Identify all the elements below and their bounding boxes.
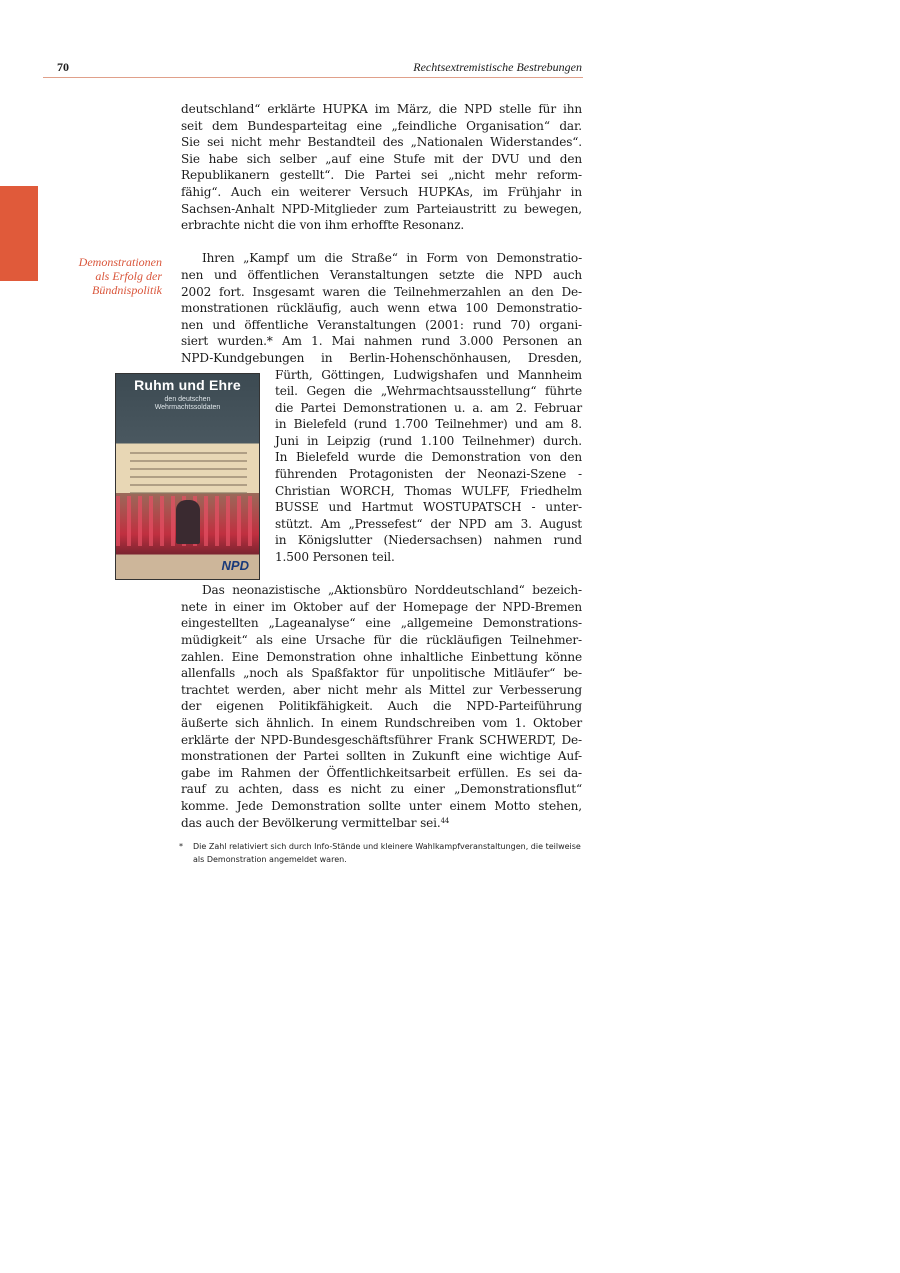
text-line: nen und öffentliche Veranstaltungen (2001: rund 70) organi- <box>181 317 582 332</box>
margin-note <box>45 255 162 297</box>
text-line: monstrationen der Partei sollten in Zukunft eine wichtige Auf- <box>181 749 582 764</box>
text-line: seit dem Bundesparteitag eine „feindliche Organisation“ dar. <box>181 118 582 133</box>
margin-note-line: Demonstrationen <box>78 255 162 269</box>
text-line: Fürth, Göttingen, Ludwigshafen und Mannheim <box>275 367 582 382</box>
text-line: siert wurden.* Am 1. Mai nahmen rund 3.000 Personen an <box>181 334 582 349</box>
text-line: teil. Gegen die „Wehrmachtsausstellung“ führte <box>275 384 582 399</box>
text-line: Sie sei nicht mehr Bestandteil des „Nationalen Widerstandes“. <box>181 135 582 150</box>
text-line: 1.500 Personen teil. <box>275 550 395 565</box>
text-line: fähig“. Auch ein weiterer Versuch HUPKAs, im Frühjahr in <box>181 184 582 199</box>
text-line: müdigkeit“ als eine Ursache für die rückläufigen Teilnehmer- <box>181 633 582 647</box>
text-line: Juni in Leipzig (rund 1.100 Teilnehmer) durch. <box>275 433 582 448</box>
text-line: Sachsen-Anhalt NPD-Mitglieder zum Parteiaustritt zu bewegen, <box>181 201 582 216</box>
running-header <box>43 60 583 78</box>
text-line: Republikanern gestellt“. Die Partei sei „nicht mehr reform- <box>181 168 582 183</box>
text-line: nete in einer im Oktober auf der Homepage der NPD-Bremen <box>181 599 582 614</box>
text-line: rauf zu achten, dass es nicht zu einer „Demonstrationsflut“ <box>181 782 582 797</box>
text-line: Christian WORCH, Thomas WULFF, Friedhelm <box>275 483 582 498</box>
text-line: das auch der Bevölkerung vermittelbar sei. <box>181 815 441 830</box>
text-line: erklärte der NPD-Bundesgeschäftsführer Frank SCHWERDT, De- <box>181 732 582 747</box>
poster-subtitle-line: den deutschen <box>164 396 211 403</box>
text-line: BUSSE und Hartmut WOSTUPATSCH - unter- <box>275 500 582 515</box>
text-line: die Partei Demonstrationen u. a. am 2. Februar <box>275 400 582 415</box>
text-line: Ihren „Kampf um die Straße“ in Form von Demonstratio- <box>202 251 582 266</box>
footnote-reference: 44 <box>440 816 450 825</box>
text-line: der eigenen Politikfähigkeit. Auch die NPD-Parteiführung <box>181 699 582 714</box>
text-line: trachtet werden, aber nicht mehr als Mittel zur Verbesserung <box>181 682 582 697</box>
text-line: 2002 fort. Insgesamt waren die Teilnehmerzahlen an den De- <box>181 284 582 299</box>
text-line: äußerte sich ähnlich. In einem Rundschreiben vom 1. Oktober <box>181 715 582 730</box>
footnote <box>179 841 584 866</box>
text-line: führenden Protagonisten der Neonazi-Szene - <box>275 467 582 482</box>
body-text <box>181 101 582 831</box>
text-line-last <box>181 815 582 832</box>
paragraph-1 <box>181 101 582 234</box>
poster-npd-logo: NPD <box>221 558 249 573</box>
text-line: allenfalls „noch als Spaßfaktor für unpolitische Mitläufer“ be- <box>181 666 582 681</box>
text-line: In Bielefeld wurde die Demonstration von den <box>275 450 582 465</box>
margin-note-line: Bündnispolitik <box>92 283 162 297</box>
text-line: monstrationen rückläufig, auch wenn etwa 100 Demonstratio- <box>181 301 582 316</box>
text-line: gabe im Rahmen der Öffentlichkeitsarbeit erfüllen. Es sei da- <box>181 765 582 780</box>
text-line: eingestellten „Lageanalyse“ eine „allgemeine Demonstrations- <box>181 616 582 631</box>
text-line: Das neonazistische „Aktionsbüro Norddeutschland“ bezeich- <box>202 583 582 598</box>
paragraph-2 <box>181 250 582 565</box>
text-line: deutschland“ erklärte HUPKA im März, die NPD stelle für ihn <box>181 102 582 116</box>
text-line: nen und öffentlichen Veranstaltungen setzte die NPD auch <box>181 267 582 282</box>
text-line: Sie habe sich selber „auf eine Stufe mit der DVU und den <box>181 151 582 166</box>
margin-note-line: als Erfolg der <box>95 269 162 283</box>
page-number: 70 <box>57 60 69 74</box>
text-line: stützt. Am „Pressefest“ der NPD am 3. August <box>275 516 582 531</box>
footnote-text: Die Zahl relativiert sich durch Info-Stände und kleinere Wahlkampfveranstaltungen, die teilweise als Demonstration angemeldet waren. <box>193 842 581 864</box>
text-line: komme. Jede Demonstration sollte unter einem Motto stehen, <box>181 798 582 813</box>
text-line: erbrachte nicht die von ihm erhoffte Resonanz. <box>181 218 465 233</box>
poster-subtitle-line: Wehrmachtssoldaten <box>154 404 221 411</box>
paragraph-3 <box>181 582 582 831</box>
text-line: in Bielefeld (rund 1.700 Teilnehmer) und am 8. <box>275 417 582 432</box>
running-title: Rechtsextremistische Bestrebungen <box>413 60 582 74</box>
text-line: zahlen. Eine Demonstration ohne inhaltliche Einbettung könne <box>181 649 582 664</box>
chapter-tab-marker <box>0 186 38 281</box>
text-line: NPD-Kundgebungen in Berlin-Hohenschönhausen, Dresden, <box>181 350 582 365</box>
footnote-marker: * <box>179 842 183 851</box>
poster-title: Ruhm und Ehre <box>134 377 241 393</box>
text-line: in Königslutter (Niedersachsen) nahmen rund <box>275 533 582 548</box>
